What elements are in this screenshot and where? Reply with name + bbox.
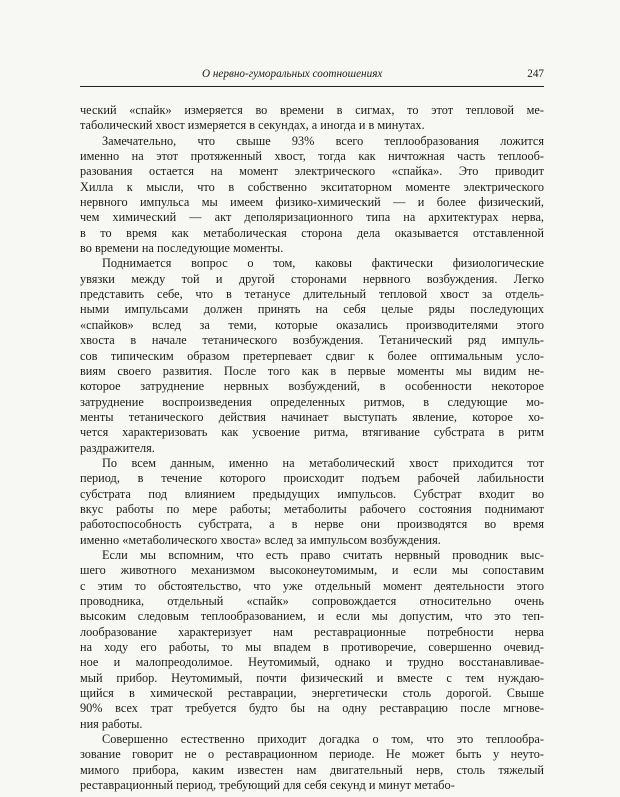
text-line: ное и малопреодолимое. Неутомимый, однако и трудно восстанавливае- bbox=[80, 655, 544, 670]
text-line: менты тетанического действия начинает выступать явление, которое хо- bbox=[80, 409, 544, 424]
text-line: сов типическим образом претерпевает сдвиг к более оптимальным усло- bbox=[80, 348, 544, 363]
text-line: ческий «спайк» измеряется во времени в сигмах, то этот тепловой ме- bbox=[80, 103, 544, 117]
text-line: мимого прибора, каким известен нам двигательный нерв, столь тяжелый bbox=[80, 762, 544, 777]
text-line: которое затруднение нервных возбуждений, в особенности некоторое bbox=[80, 379, 544, 394]
text-line: чем химический — акт деполяризационного типа на архитектурах нерва, bbox=[80, 210, 544, 225]
text-line: Если мы вспомним, что есть право считать нервный проводник выс- bbox=[102, 547, 544, 562]
text-line: проводника, отдельный «спайк» сопровождается относительно очень bbox=[80, 594, 544, 608]
text-line: ния работы. bbox=[80, 716, 143, 731]
text-line: на ходу его работы, то мы впадем в противоречие, совершенно очевид- bbox=[80, 640, 544, 655]
paragraph bbox=[80, 256, 544, 455]
text-line: в то время как метаболическая сторона дела оказывается отставленной bbox=[80, 225, 544, 240]
text-line: мый прибор. Неутомимый, почти физический и вместе с тем нуждаю- bbox=[80, 670, 544, 685]
text-line: щийся в химической реставрации, энергетически столь дорогой. Свыше bbox=[80, 686, 544, 701]
text-line: затруднение воспроизведения определенных ритмов, в следующие мо- bbox=[80, 394, 544, 409]
text-line: реставрационный период, требующий для себя секунд и минут метабо- bbox=[80, 778, 455, 793]
text-line: Поднимается вопрос о том, каковы фактически физиологические bbox=[102, 256, 544, 271]
text-line: 90% всех трат требуется будто бы на одну реставрацию после мгнове- bbox=[80, 701, 544, 716]
text-line: увязки между той и другой сторонами нервного возбуждения. Легко bbox=[80, 271, 544, 286]
text-line: хвоста в начале тетанического возбуждения. Тетанический ряд импуль- bbox=[80, 333, 544, 348]
text-line: представить себе, что в тетанусе длительный тепловой хвост за отдель- bbox=[80, 287, 544, 302]
text-line: разования остается на момент электрического «спайка». Это приводит bbox=[80, 164, 544, 179]
text-line: работоспособность субстрата, а в нерве они производятся во время bbox=[80, 517, 544, 532]
header-rule bbox=[80, 86, 544, 87]
text-line: раздражителя. bbox=[80, 440, 155, 455]
text-line: высоким следовым теплообразованием, и если мы допустим, что это теп- bbox=[80, 609, 544, 624]
text-line: лообразование характеризует нам реставрационные потребности нерва bbox=[80, 624, 544, 639]
text-line: «спайков» вслед за теми, которые оказались производителями этого bbox=[80, 317, 544, 332]
text-line: Замечательно, что свыше 93% всего теплообразования ложится bbox=[102, 133, 544, 148]
paragraph bbox=[80, 548, 544, 732]
text-line: нервного импульса мы имеем физико-химический — и более физический, bbox=[80, 195, 544, 210]
text-line: вкус работы по мере работы; метаболиты рабочего состояния поднимают bbox=[80, 501, 544, 516]
paragraph bbox=[80, 103, 544, 134]
running-title: О нервно-гуморальных соотношениях bbox=[202, 68, 383, 80]
text-line: зование говорит не о реставрационном периоде. Не может быть у неуто- bbox=[80, 747, 544, 762]
page-number: 247 bbox=[527, 68, 544, 80]
text-line: ными импульсами должен принять на себя целые ряды последующих bbox=[80, 302, 544, 317]
text-line: По всем данным, именно на метаболический хвост приходится тот bbox=[102, 455, 544, 470]
text-line: шего животного механизмом высоконеутомимым, и если мы сопоставим bbox=[80, 563, 544, 578]
text-line: субстрата под влиянием предыдущих импульсов. Субстрат входит во bbox=[80, 486, 544, 501]
text-line: во времени на последующие моменты. bbox=[80, 241, 284, 256]
paragraph bbox=[80, 732, 544, 793]
text-line: Совершенно естественно приходит догадка о том, что это теплообра- bbox=[102, 732, 544, 747]
paragraph bbox=[80, 456, 544, 548]
text-line: чется характеризовать как усвоение ритма, втягивание субстрата в ритм bbox=[80, 425, 544, 440]
text-line: именно «метаболического хвоста» вслед за импульсом возбуждения. bbox=[80, 532, 441, 547]
text-line: таболический хвост измеряется в секундах, а иногда и в минутах. bbox=[80, 118, 425, 133]
text-line: Хилла к мысли, что в собственно экситаторном моменте электрического bbox=[80, 179, 544, 194]
text-line: именно на этот протяженный хвост, тогда как ничтожная часть теплооб- bbox=[80, 149, 544, 164]
body-text bbox=[80, 103, 544, 793]
text-line: виям своего развития. После того как в первые моменты мы видим не- bbox=[80, 363, 544, 378]
text-line: период, в течение которого происходит подъем рабочей лабильности bbox=[80, 471, 544, 486]
paragraph bbox=[80, 134, 544, 257]
text-line: с этим то обстоятельство, что уже отдельный момент деятельности этого bbox=[80, 578, 544, 593]
